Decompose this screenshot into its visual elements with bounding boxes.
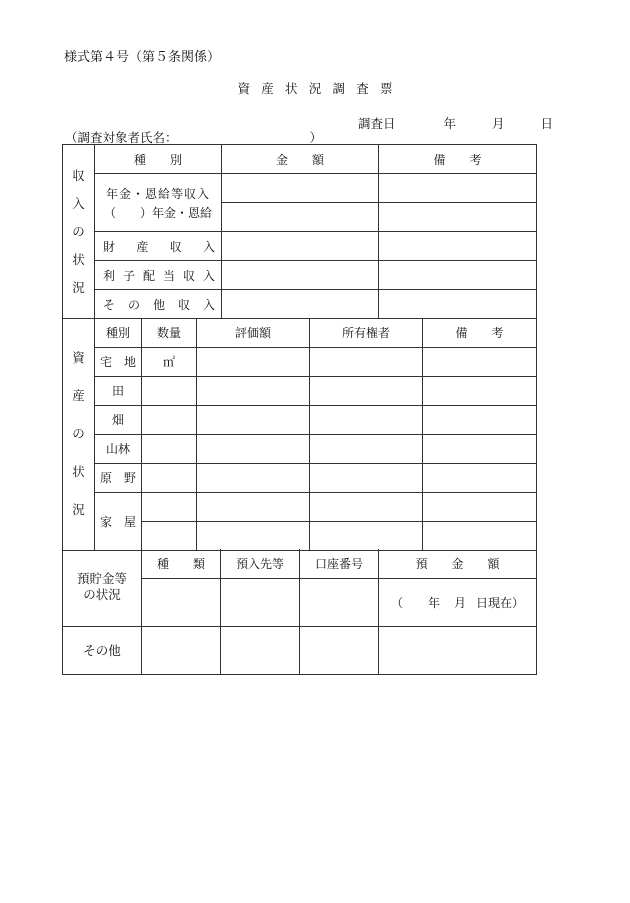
asset-remarks-house-2[interactable] bbox=[423, 521, 537, 550]
asset-value-forest[interactable] bbox=[197, 434, 310, 463]
income-other-remarks[interactable] bbox=[379, 290, 537, 319]
income-col-remarks: 備 考 bbox=[379, 145, 537, 174]
income-section-char: 況 bbox=[72, 279, 85, 295]
interest-income-char: 子 bbox=[122, 268, 135, 283]
deposit-label-line1: 預貯金等 bbox=[76, 571, 127, 587]
income-section-char: の bbox=[72, 223, 85, 239]
interest-income-char: 当 bbox=[162, 268, 175, 283]
asset-row-label: 田 bbox=[95, 376, 142, 405]
asof-day: 日現在） bbox=[475, 595, 524, 610]
asset-owner-forest[interactable] bbox=[310, 434, 423, 463]
income-interest-label bbox=[95, 261, 222, 290]
income-section-label bbox=[63, 145, 95, 319]
asset-section-label bbox=[63, 318, 95, 550]
asset-owner-field[interactable] bbox=[310, 405, 423, 434]
document-title: 資産状況調査票 bbox=[237, 81, 404, 96]
income-section-char: 入 bbox=[72, 195, 85, 211]
asset-remarks-house-1[interactable] bbox=[423, 492, 537, 521]
income-property-remarks[interactable] bbox=[379, 232, 537, 261]
deposit-col-amount: 預 金 額 bbox=[379, 549, 537, 578]
other-kind-cell[interactable] bbox=[142, 626, 221, 674]
asset-owner-paddy[interactable] bbox=[310, 376, 423, 405]
income-section-char: 収 bbox=[72, 167, 85, 183]
other-account-cell[interactable] bbox=[300, 626, 379, 674]
income-property-label bbox=[95, 232, 222, 261]
asset-value-paddy[interactable] bbox=[197, 376, 310, 405]
asset-value-house-2[interactable] bbox=[197, 521, 310, 550]
asset-quantity-residential[interactable]: ㎡ bbox=[142, 347, 197, 376]
income-pension-remarks-2[interactable] bbox=[379, 203, 537, 232]
asset-section-char: 産 bbox=[72, 387, 85, 403]
income-table bbox=[62, 144, 537, 319]
other-income-char: の bbox=[127, 297, 140, 312]
asset-quantity-house-2[interactable] bbox=[142, 521, 197, 550]
property-income-char: 収 bbox=[169, 239, 182, 254]
income-other-amount[interactable] bbox=[222, 290, 379, 319]
income-col-amount: 金 額 bbox=[222, 145, 379, 174]
asof-month: 月 bbox=[453, 595, 466, 610]
asset-quantity-paddy[interactable] bbox=[142, 376, 197, 405]
deposit-label-line2: の状況 bbox=[83, 587, 121, 603]
asset-row-label: 原 野 bbox=[95, 463, 142, 492]
asset-value-wilderness[interactable] bbox=[197, 463, 310, 492]
form-number: 様式第４号（第５条関係） bbox=[64, 50, 221, 65]
asof-year: 年 bbox=[427, 595, 440, 610]
asset-col-type: 種別 bbox=[95, 318, 142, 347]
other-bank-cell[interactable] bbox=[221, 626, 300, 674]
asset-value-house-1[interactable] bbox=[197, 492, 310, 521]
asset-section-char: 資 bbox=[72, 349, 85, 365]
asset-quantity-house-1[interactable] bbox=[142, 492, 197, 521]
property-income-char: 入 bbox=[202, 239, 215, 254]
other-amount-cell[interactable] bbox=[379, 626, 537, 674]
asset-remarks-forest[interactable] bbox=[423, 434, 537, 463]
asset-quantity-forest[interactable] bbox=[142, 434, 197, 463]
deposit-col-account: 口座番号 bbox=[300, 549, 379, 578]
asset-remarks-field[interactable] bbox=[423, 405, 537, 434]
interest-income-char: 収 bbox=[182, 268, 195, 283]
income-pension-line1: 年金・恩給等収入 bbox=[105, 186, 210, 201]
survey-date bbox=[358, 114, 553, 132]
income-pension-amount-2[interactable] bbox=[222, 203, 379, 232]
asset-owner-house-2[interactable] bbox=[310, 521, 423, 550]
deposit-amount-cell[interactable] bbox=[379, 578, 537, 626]
income-pension-amount-1[interactable] bbox=[222, 174, 379, 203]
asset-remarks-residential[interactable] bbox=[423, 347, 537, 376]
other-income-char: 入 bbox=[202, 297, 215, 312]
income-property-amount[interactable] bbox=[222, 232, 379, 261]
interest-income-char: 入 bbox=[202, 268, 215, 283]
deposit-col-kind: 種 類 bbox=[142, 549, 221, 578]
survey-date-day: 日 bbox=[540, 116, 554, 131]
deposit-account-cell[interactable] bbox=[300, 578, 379, 626]
asset-row-label: 家 屋 bbox=[95, 492, 142, 550]
survey-date-month: 月 bbox=[492, 116, 505, 131]
surveyee-close: ） bbox=[309, 130, 323, 145]
asset-value-field[interactable] bbox=[197, 405, 310, 434]
asset-section-char: 状 bbox=[72, 463, 85, 479]
asset-table bbox=[62, 318, 537, 551]
income-col-type: 種 別 bbox=[95, 145, 222, 174]
asset-row-label: 宅 地 bbox=[95, 347, 142, 376]
asset-quantity-wilderness[interactable] bbox=[142, 463, 197, 492]
survey-date-year: 年 bbox=[443, 116, 457, 131]
property-income-char: 財 bbox=[103, 239, 116, 254]
income-pension-remarks-1[interactable] bbox=[379, 174, 537, 203]
interest-income-char: 配 bbox=[142, 268, 155, 283]
income-interest-amount[interactable] bbox=[222, 261, 379, 290]
asset-remarks-wilderness[interactable] bbox=[423, 463, 537, 492]
asset-owner-wilderness[interactable] bbox=[310, 463, 423, 492]
asset-col-value: 評価額 bbox=[197, 318, 310, 347]
other-income-char: そ bbox=[103, 297, 116, 312]
deposit-kind-cell[interactable] bbox=[142, 578, 221, 626]
asset-row-label: 山林 bbox=[95, 434, 142, 463]
survey-date-label: 調査日 bbox=[358, 116, 396, 131]
asset-col-owner: 所有権者 bbox=[310, 318, 423, 347]
deposit-bank-cell[interactable] bbox=[221, 578, 300, 626]
property-income-char: 産 bbox=[136, 239, 149, 254]
interest-income-char: 利 bbox=[103, 268, 116, 283]
other-income-char: 収 bbox=[177, 297, 190, 312]
asset-remarks-paddy[interactable] bbox=[423, 376, 537, 405]
asset-value-residential[interactable] bbox=[197, 347, 310, 376]
income-interest-remarks[interactable] bbox=[379, 261, 537, 290]
income-section-char: 状 bbox=[72, 251, 85, 267]
asset-section-char: の bbox=[72, 425, 85, 441]
other-assets-label: その他 bbox=[63, 626, 142, 674]
asset-quantity-field[interactable] bbox=[142, 405, 197, 434]
asset-col-remarks: 備 考 bbox=[423, 318, 537, 347]
income-pension-label bbox=[95, 174, 222, 232]
income-other-label bbox=[95, 290, 222, 319]
asset-section-char: 況 bbox=[72, 501, 85, 517]
asset-row-label: 畑 bbox=[95, 405, 142, 434]
deposit-col-bank: 預入先等 bbox=[221, 549, 300, 578]
asset-owner-residential[interactable] bbox=[310, 347, 423, 376]
other-income-char: 他 bbox=[152, 297, 165, 312]
surveyee-label: （調査対象者氏名： bbox=[65, 130, 178, 145]
deposit-table bbox=[62, 549, 537, 675]
income-pension-line2: （ ）年金・恩給 bbox=[103, 205, 212, 220]
deposit-section-label bbox=[63, 549, 142, 626]
asof-open: （ bbox=[391, 595, 404, 610]
deposit-asof-date bbox=[379, 594, 536, 611]
asset-col-quantity: 数量 bbox=[142, 318, 197, 347]
asset-owner-house-1[interactable] bbox=[310, 492, 423, 521]
